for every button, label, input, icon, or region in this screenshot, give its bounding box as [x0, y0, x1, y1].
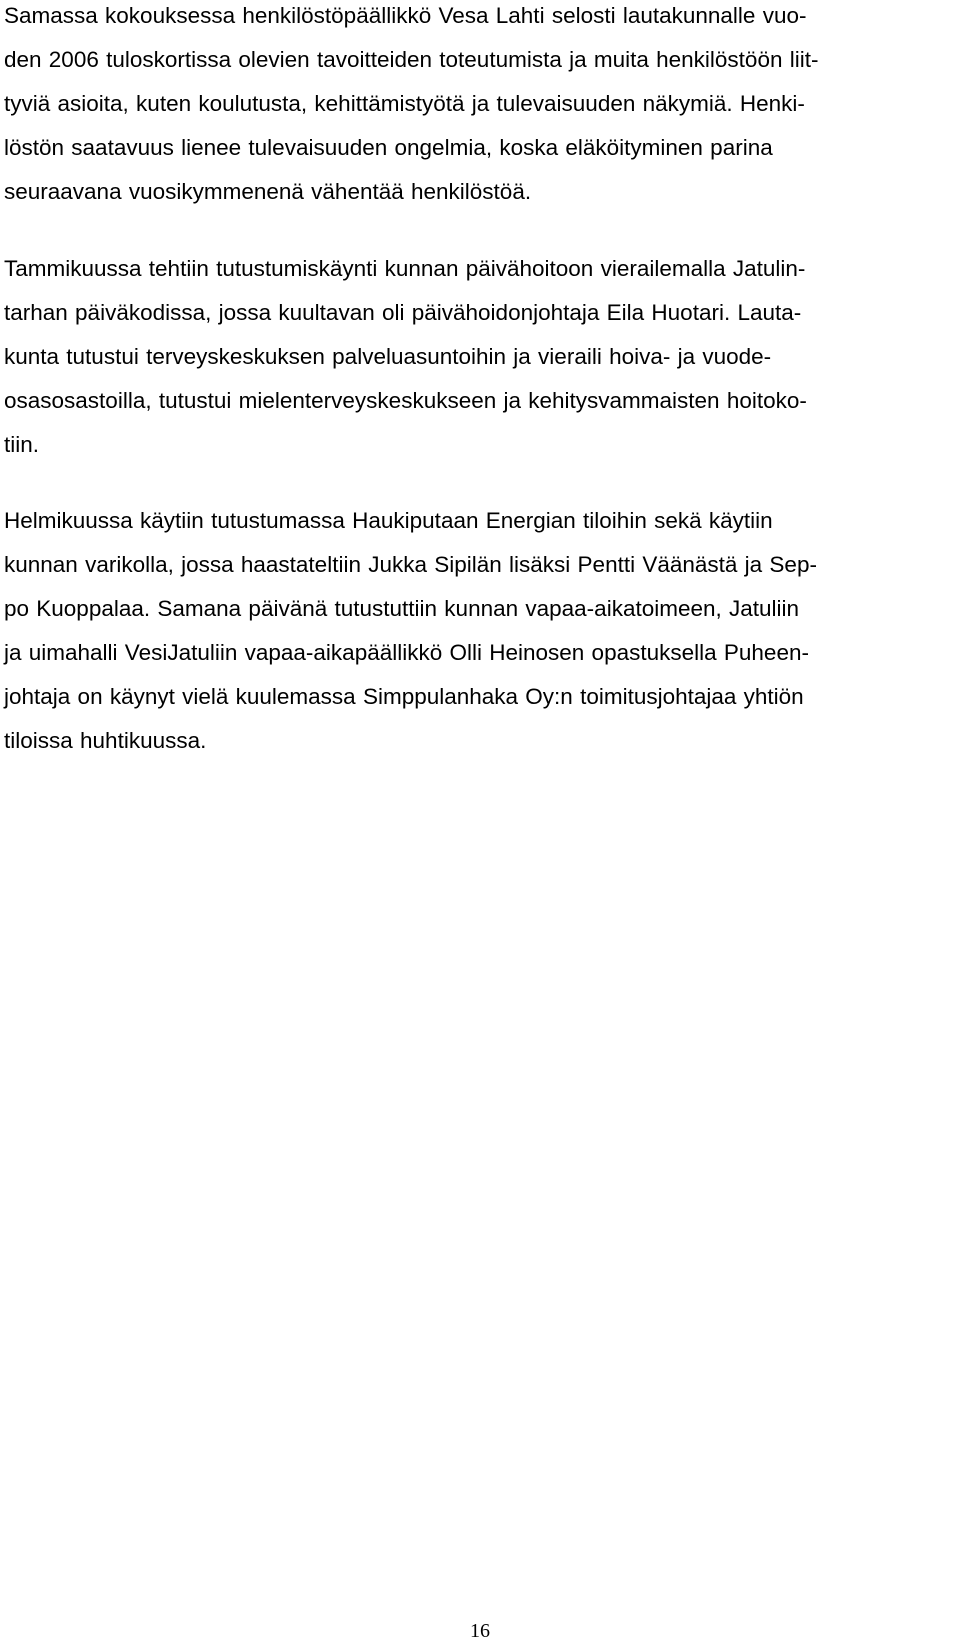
text-line: den 2006 tuloskortissa olevien tavoitteiden toteutumista ja muita henkilöstöön liit- [4, 47, 819, 72]
text-line: Samassa kokouksessa henkilöstöpäällikkö Vesa Lahti selosti lautakunnalle vuo- [4, 3, 807, 28]
text-line: Tammikuussa tehtiin tutustumiskäynti kunnan päivähoitoon vierailemalla Jatulin- [4, 256, 806, 281]
text-line: ja uimahalli VesiJatuliin vapaa-aikapäällikkö Olli Heinosen opastuksella Puheen- [4, 640, 809, 665]
page-number: 16 [470, 1620, 490, 1642]
text-line: tarhan päiväkodissa, jossa kuultavan oli päivähoidonjohtaja Eila Huotari. Lauta- [4, 300, 802, 325]
text-line: Helmikuussa käytiin tutustumassa Haukiputaan Energian tiloihin sekä käytiin [4, 508, 773, 533]
text-line: tiloissa huhtikuussa. [4, 728, 207, 753]
text-line: tyviä asioita, kuten koulutusta, kehittämistyötä ja tulevaisuuden näkymiä. Henki- [4, 91, 805, 116]
text-line: kunta tutustui terveyskeskuksen palveluasuntoihin ja vieraili hoiva- ja vuode- [4, 344, 772, 369]
text-line: tiin. [4, 432, 40, 457]
text-line: seuraavana vuosikymmenenä vähentää henkilöstöä. [4, 179, 532, 204]
text-line: löstön saatavuus lienee tulevaisuuden ongelmia, koska eläköityminen parina [4, 135, 773, 160]
text-line: kunnan varikolla, jossa haastateltiin Jukka Sipilän lisäksi Pentti Väänästä ja Sep- [4, 552, 817, 577]
text-line: johtaja on käynyt vielä kuulemassa Simppulanhaka Oy:n toimitusjohtajaa yhtiön [4, 684, 804, 709]
text-line: osasosastoilla, tutustui mielenterveyskeskukseen ja kehitysvammaisten hoitoko- [4, 388, 807, 413]
text-line: po Kuoppalaa. Samana päivänä tutustuttiin kunnan vapaa-aikatoimeen, Jatuliin [4, 596, 800, 621]
